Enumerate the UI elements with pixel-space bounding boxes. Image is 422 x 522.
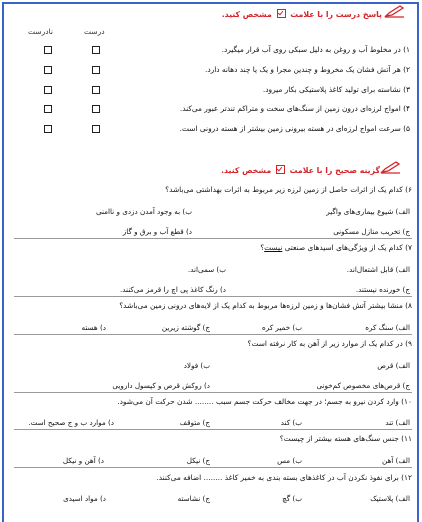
q10-option-a[interactable]: الف) تند (385, 418, 410, 427)
q6-option-d[interactable]: د) قطع آب و برق و گاز (122, 227, 192, 236)
divider (14, 296, 412, 297)
true-checkbox-3[interactable] (92, 86, 100, 94)
false-checkbox-2[interactable] (44, 66, 52, 74)
question-12: ۱۲) برای نفوذ نکردن آب در کاغذهای بسته بندی به خمیر کاغذ ........ اضافه می‌کنند. (156, 473, 412, 482)
question-6: ۶) کدام یک از اثرات حاصل از زمین لرزه زیر مربوط به اثرات بهداشتی می‌باشد؟ (165, 185, 412, 194)
q9-option-a[interactable]: الف) قرص (377, 361, 410, 370)
pencil-icon (384, 4, 406, 18)
divider (14, 334, 412, 335)
q7-option-b[interactable]: ب) سمی‌اند. (187, 265, 226, 274)
true-checkbox-5[interactable] (92, 125, 100, 133)
q12-option-c[interactable]: ج) نشاسته (177, 494, 210, 503)
statement-3: ۳) نشاسته برای تولید کاغذ پلاستیکی بکار میرود. (262, 85, 410, 94)
statement-2: ۲) هر آتش فشان یک مخروط و چندین مجرا و یک یا چند دهانه دارد. (205, 65, 410, 74)
divider (14, 392, 412, 393)
true-checkbox-4[interactable] (92, 105, 100, 113)
question-9: ۹) در کدام یک از موارد زیر از آهن به کار نرفته است؟ (247, 339, 412, 348)
worksheet-page (2, 2, 419, 522)
column-false-header: نادرست (28, 27, 53, 36)
checkbox-icon (277, 9, 286, 18)
q8-option-c[interactable]: ج) گوشته زیرین (161, 323, 210, 332)
q7-option-a[interactable]: الف) قابل اشتعال‌اند. (346, 265, 410, 274)
false-checkbox-1[interactable] (44, 46, 52, 54)
q8-option-b[interactable]: ب) خمیر کره (261, 323, 302, 332)
q10-option-d[interactable]: د) موارد ب و ج صحیح است. (28, 418, 114, 427)
q11-option-c[interactable]: ج) نیکل (186, 456, 210, 465)
divider (14, 429, 412, 430)
checkbox-icon (276, 165, 285, 174)
q10-option-b[interactable]: ب) کند (280, 418, 302, 427)
false-checkbox-5[interactable] (44, 125, 52, 133)
q7-option-d[interactable]: د) رنگ کاغذ پی اچ را قرمز می‌کنند. (119, 285, 226, 294)
q8-option-d[interactable]: د) هسته (81, 323, 106, 332)
q11-option-a[interactable]: الف) آهن (382, 456, 410, 465)
section2-title: گزینه صحیح را با علامت مشخص کنید. (221, 166, 380, 175)
q9-option-d[interactable]: د) روکش قرص و کپسول دارویی (112, 381, 210, 390)
false-checkbox-3[interactable] (44, 86, 52, 94)
true-checkbox-2[interactable] (92, 66, 100, 74)
question-11: ۱۱) جنس سنگ‌های هسته بیشتر از چیست؟ (279, 434, 412, 443)
question-8: ۸) منشا بیشتر آتش فشان‌ها و زمین لرزه‌ها مربوط به کدام یک از لایه‌های درونی زمین می‌باشد؟ (119, 301, 412, 310)
q11-option-b[interactable]: ب) مس (277, 456, 302, 465)
q8-option-a[interactable]: الف) سنگ کره (365, 323, 410, 332)
column-true-header: درست (84, 27, 105, 36)
q6-option-b[interactable]: ب) به وجود آمدن دزدی و ناامنی (95, 207, 192, 216)
q7-option-c[interactable]: ج) خورنده نیستند. (355, 285, 410, 294)
statement-5: ۵) سرعت امواج لرزه‌ای در هسته بیرونی زمین بیشتر از هسته درونی است. (179, 124, 410, 133)
statement-4: ۴) امواج لرزه‌ای درون زمین از سنگ‌های سخت و متراکم تندتر عبور می‌کند. (179, 104, 410, 113)
q9-option-c[interactable]: ج) قرص‌های مخصوص کم‌خونی (316, 381, 410, 390)
divider (14, 238, 412, 239)
q12-option-b[interactable]: ب) گچ (282, 494, 302, 503)
question-10: ۱۰) وارد کردن نیرو به جسم؛ در جهت مخالف حرکت جسم سبب ........ شدن حرکت آن می‌شود. (117, 397, 412, 406)
q10-option-c[interactable]: ج) متوقف (179, 418, 210, 427)
statement-1: ۱) در مخلوط آب و روغن به دلیل سبکی روی آب قرار میگیرد. (221, 45, 410, 54)
q11-option-d[interactable]: د) آهن و نیکل (62, 456, 104, 465)
q12-option-d[interactable]: د) مواد اسیدی (63, 494, 106, 503)
question-7: ۷) کدام یک از ویژگی‌های اسیدهای صنعتی نیست؟ (260, 243, 412, 252)
divider (14, 467, 412, 468)
pencil-icon (380, 160, 402, 174)
q6-option-a[interactable]: الف) شیوع بیماری‌های واگیر (326, 207, 410, 216)
false-checkbox-4[interactable] (44, 105, 52, 113)
q12-option-a[interactable]: الف) پلاستیک (370, 494, 410, 503)
q9-option-b[interactable]: ب) فولاد (183, 361, 210, 370)
true-checkbox-1[interactable] (92, 46, 100, 54)
section1-title: پاسخ درست را با علامت مشخص کنید. (221, 10, 382, 19)
q6-option-c[interactable]: ج) تخریب منازل مسکونی (333, 227, 410, 236)
